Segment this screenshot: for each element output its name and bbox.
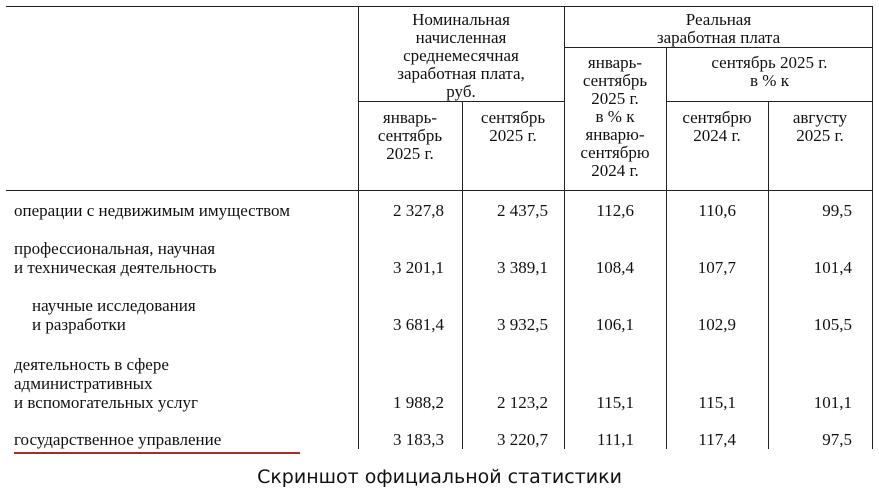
table-cell: 107,7 xyxy=(697,258,736,277)
real-col3-header: августу 2025 г. xyxy=(792,108,848,145)
table-cell: 2 437,5 xyxy=(497,201,548,220)
col-border-4 xyxy=(666,47,667,449)
table-top-border xyxy=(6,6,873,7)
table-cell: 102,9 xyxy=(697,315,736,334)
caption: Скриншот официальной статистики xyxy=(257,466,622,488)
table-cell: 2 327,8 xyxy=(393,201,444,220)
table-cell: 2 123,2 xyxy=(497,393,548,412)
table-cell: 110,6 xyxy=(698,201,736,220)
table-cell: 1 988,2 xyxy=(393,393,444,412)
nominal-sub-border xyxy=(358,101,564,102)
real-title-border xyxy=(564,47,873,48)
row-label: научные исследования и разработки xyxy=(32,296,196,334)
nominal-col2-header: сентябрь 2025 г. xyxy=(480,108,546,145)
real-col1-header: январь- сентябрь 2025 г. в % к январю- сентябрю 2024 г. xyxy=(580,53,650,180)
table-cell: 3 183,3 xyxy=(393,430,444,449)
row-label: государственное управление xyxy=(14,430,222,449)
table-cell: 3 681,4 xyxy=(393,315,444,334)
highlight-underline xyxy=(14,452,300,454)
table-cell: 115,1 xyxy=(698,393,736,412)
table-cell: 106,1 xyxy=(595,315,634,334)
row-label: профессиональная, научная и техническая деятельность xyxy=(14,239,217,277)
row-label: операции с недвижимым имуществом xyxy=(14,201,290,220)
real-col2-header: сентябрю 2024 г. xyxy=(682,108,752,145)
table-cell: 101,1 xyxy=(813,393,852,412)
row-label: деятельность в сфере административных и вспомогательных услуг xyxy=(14,355,198,412)
table-cell: 3 220,7 xyxy=(497,430,548,449)
table-cell: 3 932,5 xyxy=(497,315,548,334)
table-cell: 112,6 xyxy=(596,201,634,220)
real-title: Реальная заработная плата xyxy=(656,10,781,47)
nominal-title: Номинальная начисленная среднемесячная заработная плата, руб. xyxy=(397,10,525,101)
table-cell: 97,5 xyxy=(822,430,852,449)
real-subgroup-title: сентябрь 2025 г. в % к xyxy=(711,53,828,90)
table-cell: 105,5 xyxy=(813,315,852,334)
nominal-col1-header: январь- сентябрь 2025 г. xyxy=(377,108,443,163)
table-cell: 115,1 xyxy=(596,393,634,412)
table-cell: 3 389,1 xyxy=(497,258,548,277)
table-cell: 111,1 xyxy=(597,430,634,449)
header-bottom-border xyxy=(6,190,873,191)
table-cell: 99,5 xyxy=(822,201,852,220)
table-cell: 108,4 xyxy=(595,258,634,277)
table-cell: 117,4 xyxy=(698,430,736,449)
real-sub-border xyxy=(666,101,873,102)
table-cell: 3 201,1 xyxy=(393,258,444,277)
table-cell: 101,4 xyxy=(813,258,852,277)
statistics-table xyxy=(6,6,873,449)
